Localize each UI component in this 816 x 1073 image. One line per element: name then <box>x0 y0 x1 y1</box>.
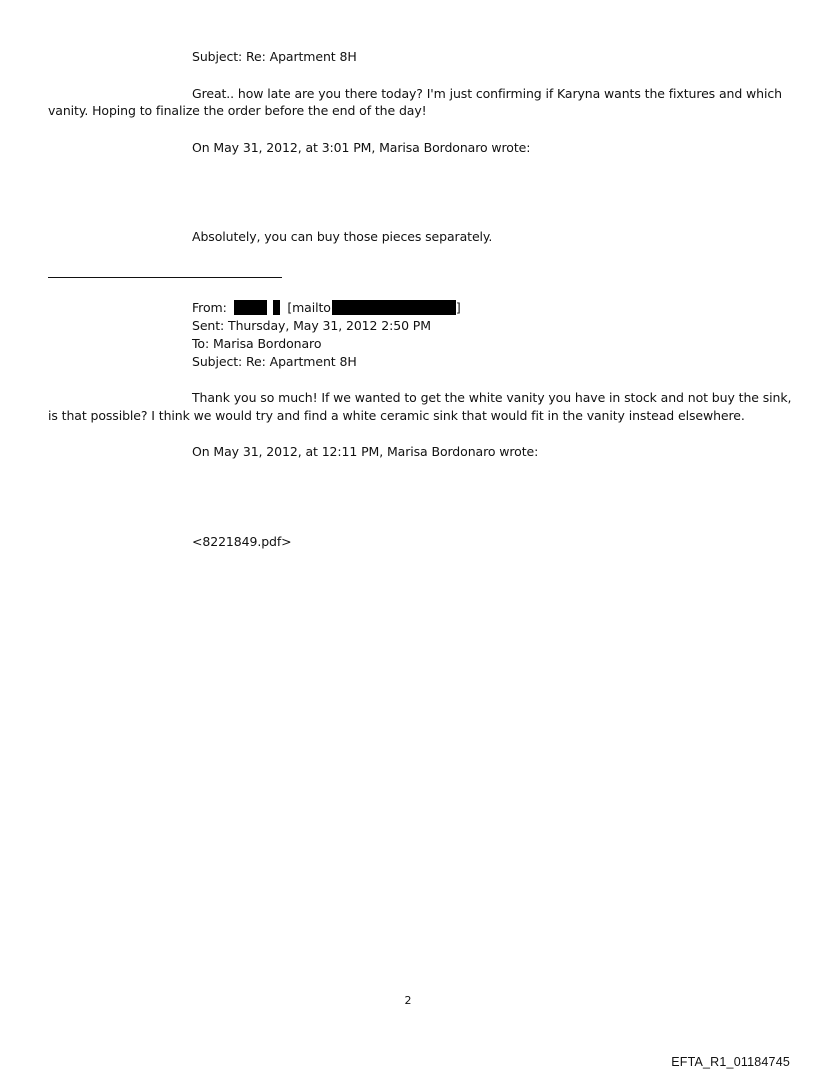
from-label: From: <box>192 300 227 315</box>
body-line: is that possible? I think we would try and find a white ceramic sink that would fit in the vanity instead elsewhere. <box>48 408 745 423</box>
subject-line: Subject: Re: Apartment 8H <box>192 354 357 369</box>
body-line: vanity. Hoping to finalize the order before the end of the day! <box>48 103 427 118</box>
quoted-body: Absolutely, you can buy those pieces separately. <box>192 229 493 244</box>
sent-line: Sent: Thursday, May 31, 2012 2:50 PM <box>192 318 431 333</box>
quoted-header: On May 31, 2012, at 3:01 PM, Marisa Bordonaro wrote: <box>192 140 531 155</box>
page-number: 2 <box>404 994 412 1007</box>
redaction-block <box>234 300 267 315</box>
body-line: Thank you so much! If we wanted to get the white vanity you have in stock and not buy the sink, <box>192 390 792 405</box>
bates-number: EFTA_R1_01184745 <box>671 1055 790 1069</box>
subject-line: Subject: Re: Apartment 8H <box>192 49 357 64</box>
mailto-close: ] <box>455 300 461 315</box>
body-line: Great.. how late are you there today? I'm just confirming if Karyna wants the fixtures and which <box>192 86 782 101</box>
mailto-label: [mailto <box>287 300 331 315</box>
redaction-block <box>332 300 456 315</box>
attachment-label: <8221849.pdf> <box>192 534 292 549</box>
quoted-header: On May 31, 2012, at 12:11 PM, Marisa Bordonaro wrote: <box>192 444 539 459</box>
to-line: To: Marisa Bordonaro <box>192 336 322 351</box>
separator-rule <box>48 277 282 278</box>
redaction-block <box>273 300 280 315</box>
from-line <box>192 299 461 317</box>
